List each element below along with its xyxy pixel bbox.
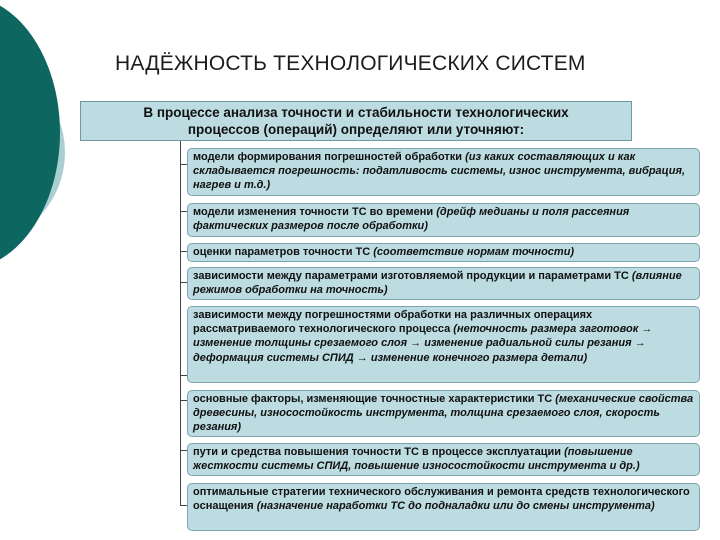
item-detail: (из каких составляющих и как складывается погрешность: податливость системы, износ инструмента, вибрация, нагрев и т.д.) [193,151,686,192]
arrow-icon: → [356,351,368,364]
list-item [187,267,700,300]
list-item [187,203,700,237]
header-line-2: процессов (операций) определяют или уточняют: [187,122,525,137]
arrow-icon: → [410,337,422,350]
item-detail: (механические свойства древесины, износостойкость инструмента, толщина срезаемого слоя, скорость резания) [193,393,694,434]
item-detail-part: деформация системы СПИД [193,351,354,364]
list-item [187,306,700,383]
list-item [187,443,700,476]
item-detail: (повышение жесткости системы СПИД, повышение износостойкости инструмента и др.) [193,446,640,473]
connector-trunk [180,141,181,506]
list-item [187,390,700,437]
item-main: оптимальные стратегии технического обслуживания и ремонта средств технологического оснащения [193,486,690,513]
item-main: зависимости между параметрами изготовляемой продукции и параметрами ТС [193,270,629,282]
header-line-1: В процессе анализа точности и стабильности технологических [143,105,569,120]
item-main: модели формирования погрешностей обработки [193,151,463,163]
slide-title: НАДЁЖНОСТЬ ТЕХНОЛОГИЧЕСКИХ СИСТЕМ [115,52,586,75]
item-detail: (дрейф медианы и поля рассеяния фактических размеров после обработки) [193,206,630,233]
arrow-icon: → [634,337,646,350]
item-main: модели изменения точности ТС во времени [193,206,434,218]
item-detail-part: изменение толщины срезаемого слоя [193,337,408,350]
item-main: пути и средства повышения точности ТС в процессе эксплуатации [193,446,561,458]
decor-circle-dark [0,0,60,270]
item-detail-part: изменение конечного размера детали) [370,351,588,364]
list-item [187,243,700,262]
item-detail: (влияние режимов обработки на точность) [193,270,682,297]
arrow-icon: → [641,323,653,336]
item-detail: (соответствие нормам точности) [373,246,575,258]
item-detail: (назначение наработки ТС до подналадки или до смены инструмента) [256,500,655,513]
item-main: основные факторы, изменяющие точностные характеристики ТС [193,393,553,405]
item-main: зависимости между погрешностями обработки на различных операциях рассматриваемого технологического процесса [193,309,593,336]
item-detail-part: изменение радиальной силы резания [424,337,632,350]
item-detail-part: (неточность размера заготовок [453,323,639,336]
item-main: оценки параметров точности ТС [193,246,371,258]
header-box [80,101,632,141]
list-item [187,148,700,196]
list-item [187,483,700,531]
